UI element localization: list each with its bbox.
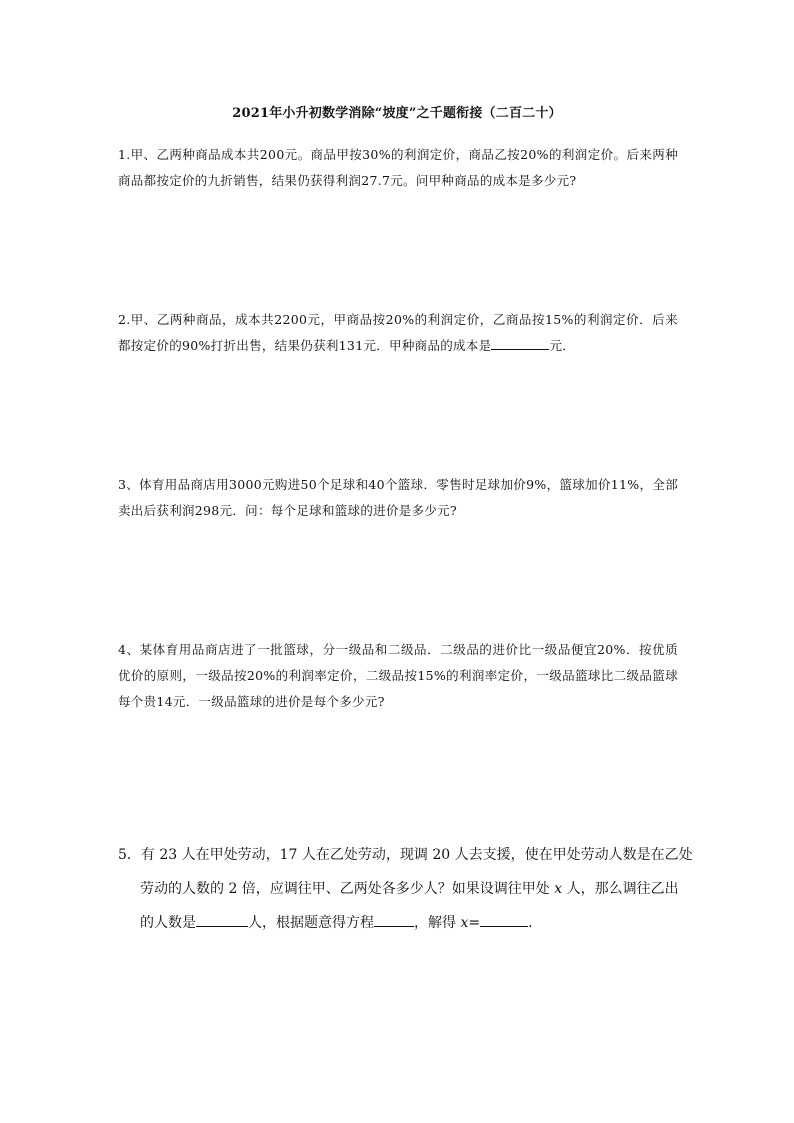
question-5-text: 人，那么调往乙出 [562,881,679,897]
question-1: 1.甲、乙两种商品成本共200元。商品甲按30%的利润定价，商品乙按20%的利润定价。后来两种商品都按定价的九折销售，结果仍获得利润27.7元。问甲种商品的成本是多少元? [118,147,678,188]
variable-x: x [554,881,563,897]
question-2 [118,307,678,359]
question-3: 3、体育用品商店用3000元购进50个足球和40个篮球．零售时足球加价9%，篮球加价11%，全部卖出后获利润298元．问：每个足球和篮球的进价是多少元? [118,477,678,518]
question-5-line-1: 5．有 23 人在甲处劳动，17 人在乙处劳动，现调 20 人去支援，使在甲处劳动人数是在乙处 [118,847,693,863]
answer-blank [374,912,414,927]
question-5-text: 的人数是 [140,915,196,931]
question-5 [118,838,693,940]
page-title: 2021年小升初数学消除“坡度”之千题衔接（二百二十） [232,106,562,121]
answer-blank [480,912,528,927]
question-5-text: = [468,915,481,931]
question-5-text: 劳动的人数的 2 倍，应调往甲、乙两处各多少人？如果设调往甲处 [140,881,555,897]
question-5-text: ，解得 [414,915,461,931]
question-5-text: ． [528,915,543,931]
question-5-text: 人，根据题意得方程 [248,915,374,931]
question-2-text: 2.甲、乙两种商品，成本共2200元，甲商品按20%的利润定价，乙商品按15%的利润定价．后来都按定价的90%打折出售，结果仍获利131元．甲种商品的成本是 [118,312,678,353]
question-4: 4、某体育用品商店进了一批篮球，分一级品和二级品．二级品的进价比一级品便宜20%．按优质优价的原则，一级品按20%的利润率定价，二级品按15%的利润率定价，一级品篮球比二级品篮球每个贵14元．一级品篮球的进价是每个多少元? [118,642,678,709]
answer-blank [491,335,549,350]
question-5-line-2 [118,872,688,906]
answer-blank [196,912,248,927]
variable-x: x [460,915,469,931]
question-2-unit: 元． [549,338,576,353]
question-5-line-3 [118,906,688,940]
